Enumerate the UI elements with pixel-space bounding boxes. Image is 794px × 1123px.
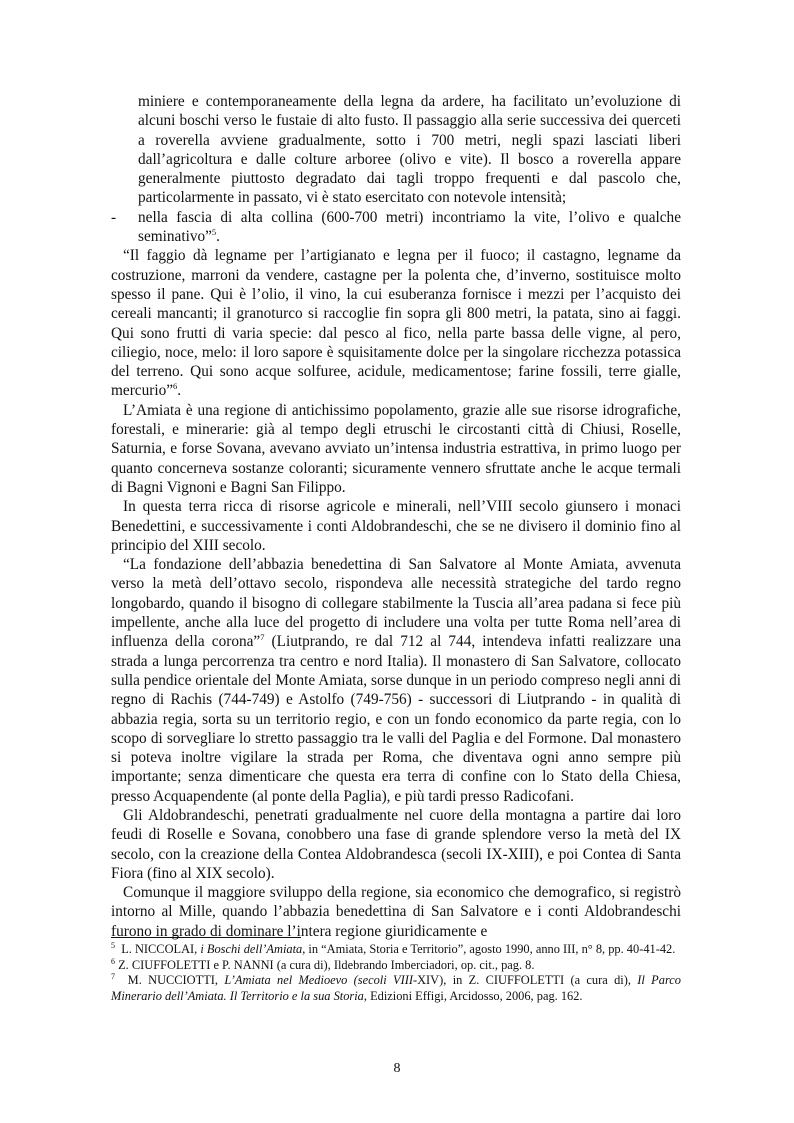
page-number: 8 [393, 1061, 401, 1076]
footnote-6: $^6$ Z. CIUFFOLETTI e P. NANNI (a cura di), Ildebrando Imberciadori, op. cit., pag. 8. [111, 956, 535, 972]
footnote-7: $^7$ M. NUCCIOTTI, L’Amiata nel Medioevo (secoli VIII-XIV), in Z. CIUFFOLETTI (a cura di), Il Parco Minerario dell’Amiata. Il Territorio e la sua Storia, Edizioni Effigi, Arcidosso, 2006, pag. 162. [111, 972, 682, 1003]
paragraph-sviluppo: Comunque il maggiore sviluppo della regione, sia economico che demografico, si registrò intorno al Mille, quando l’abbazia benedettina di San Salvatore e i conti Aldobrandeschi furono in grado di dominare l’intera regione giuridicamente e [111, 884, 681, 940]
paragraph-abbazia: “La fondazione dell’abbazia benedettina di San Salvatore al Monte Amiata, avvenuta verso la metà dell’ottavo secolo, rispondeva alle necessità strategiche del tardo regno longobardo, quando il bisogno di collegare stabilmente la Tuscia all’area padana si fece più impellente, anche alla luce del progetto di includere una volta per tutte Roma nell’area di influenza della corona”$^7$ (Liutprando, re dal 712 al 744, intendeva infatti realizzare una strada a lunga percorrenza tra centro e nord Italia). Il monastero di San Salvatore, collocato sulla pendice orientale del Monte Amiata, sorse dunque in un periodo compreso negli anni di regno di Rachis (744-749) e Astolfo (749-756) - successori di Liutprando - in qualità di abbazia regia, sorta su un territorio regio, e con un fondo economico da parte regia, con lo scopo di sorvegliare lo stretto passaggio tra le valli del Paglia e del Formone. Dal monastero si poteva inoltre vigilare la strada per Roma, che diventava ogni anno sempre più importante; senza dimenticare che questa era terra di confine con lo Stato della Chiesa, presso Acquapendente (al ponte della Paglia), e più tardi presso Radicofani. [111, 556, 681, 805]
paragraph-aldobrandeschi: Gli Aldobrandeschi, penetrati gradualmente nel cuore della montagna a partire dai loro feudi di Roselle e Sovana, conobbero una fase di grande splendore verso la metà del IX secolo, con la creazione della Contea Aldobrandesca (secoli IX-XIII), e poi Contea di Santa Fiora (fino al XIX secolo). [111, 806, 681, 882]
footnotes [111, 942, 681, 1004]
bullet-dash: - [111, 208, 117, 226]
paragraph-amiata: L’Amiata è una regione di antichissimo popolamento, grazie alle sue risorse idrografiche, forestali, e minerarie: già al tempo degli etruschi le circostanti città di Chiusi, Roselle, Saturnia, e forse Sovana, avevano avviato un’intensa industria estrattiva, in primo luogo per quanto concerneva sostanze coloranti; sicuramente vennero sfruttate anche le acque termali di Bagni Vignoni e Bagni San Filippo. [111, 401, 681, 496]
footnote-ref-6[interactable]: 6 [173, 381, 178, 392]
footnote-ref-7[interactable]: 7 [260, 632, 265, 643]
bullet-text: nella fascia di alta collina (600-700 metri) incontriamo la vite, l’olivo e qualche seminativo”$^5$. [138, 208, 681, 246]
bullet-item [111, 208, 681, 247]
footnote-5: $^5$ L. NICCOLAI, i Boschi dell’Amiata, in “Amiata, Storia e Territorio”, agosto 1990, anno III, n° 8, pp. 40-41-42. [111, 941, 676, 956]
body-text [111, 92, 681, 941]
paragraph-quote-continuation: miniere e contemporaneamente della legna da ardere, ha facilitato un’evoluzione di alcuni boschi verso le fustaie di alto fusto. Il passaggio alla serie successiva dei querceti a roverella avviene gradualmente, sotto i 700 metri, negli spazi lasciati liberi dall’agricoltura e dalle colture arboree (olivo e vite). Il bosco a roverella appare generalmente piuttosto degradato dai tagli troppo frequenti e dal pascolo che, particolarmente in passato, vi è stato esercitato con notevole intensità; [138, 93, 681, 207]
footnote-ref-5[interactable]: 5 [211, 227, 217, 238]
paragraph-faggio: “Il faggio dà legname per l’artigianato e legna per il fuoco; il castagno, legname da costruzione, marroni da vendere, castagne per la polenta che, d’inverno, sostituisce molto spesso il pane. Qui è l’olio, il vino, la cui esuberanza fornisce i mezzi per l’acquisto dei cereali mancanti; il granoturco si raccoglie fin sopra gli 800 metri, la patata, sino ai faggi. Qui sono frutti di varia specie: dal pesco al fico, nella parte bassa delle vigne, al pero, ciliegio, noce, melo: il loro sapore è squisitamente dolce per la singolare ricchezza potassica del terreno. Qui sono acque solfuree, acidule, medicamentose; farine fossili, terre gialle, mercurio”$^6$. [111, 247, 681, 400]
footnote-divider [111, 937, 301, 938]
paragraph-benedettini: In questa terra ricca di risorse agricole e minerali, nell’VIII secolo giunsero i monaci Benedettini, e successivamente i conti Aldobrandeschi, che se ne divisero il dominio fino al principio del XIII secolo. [111, 498, 681, 554]
